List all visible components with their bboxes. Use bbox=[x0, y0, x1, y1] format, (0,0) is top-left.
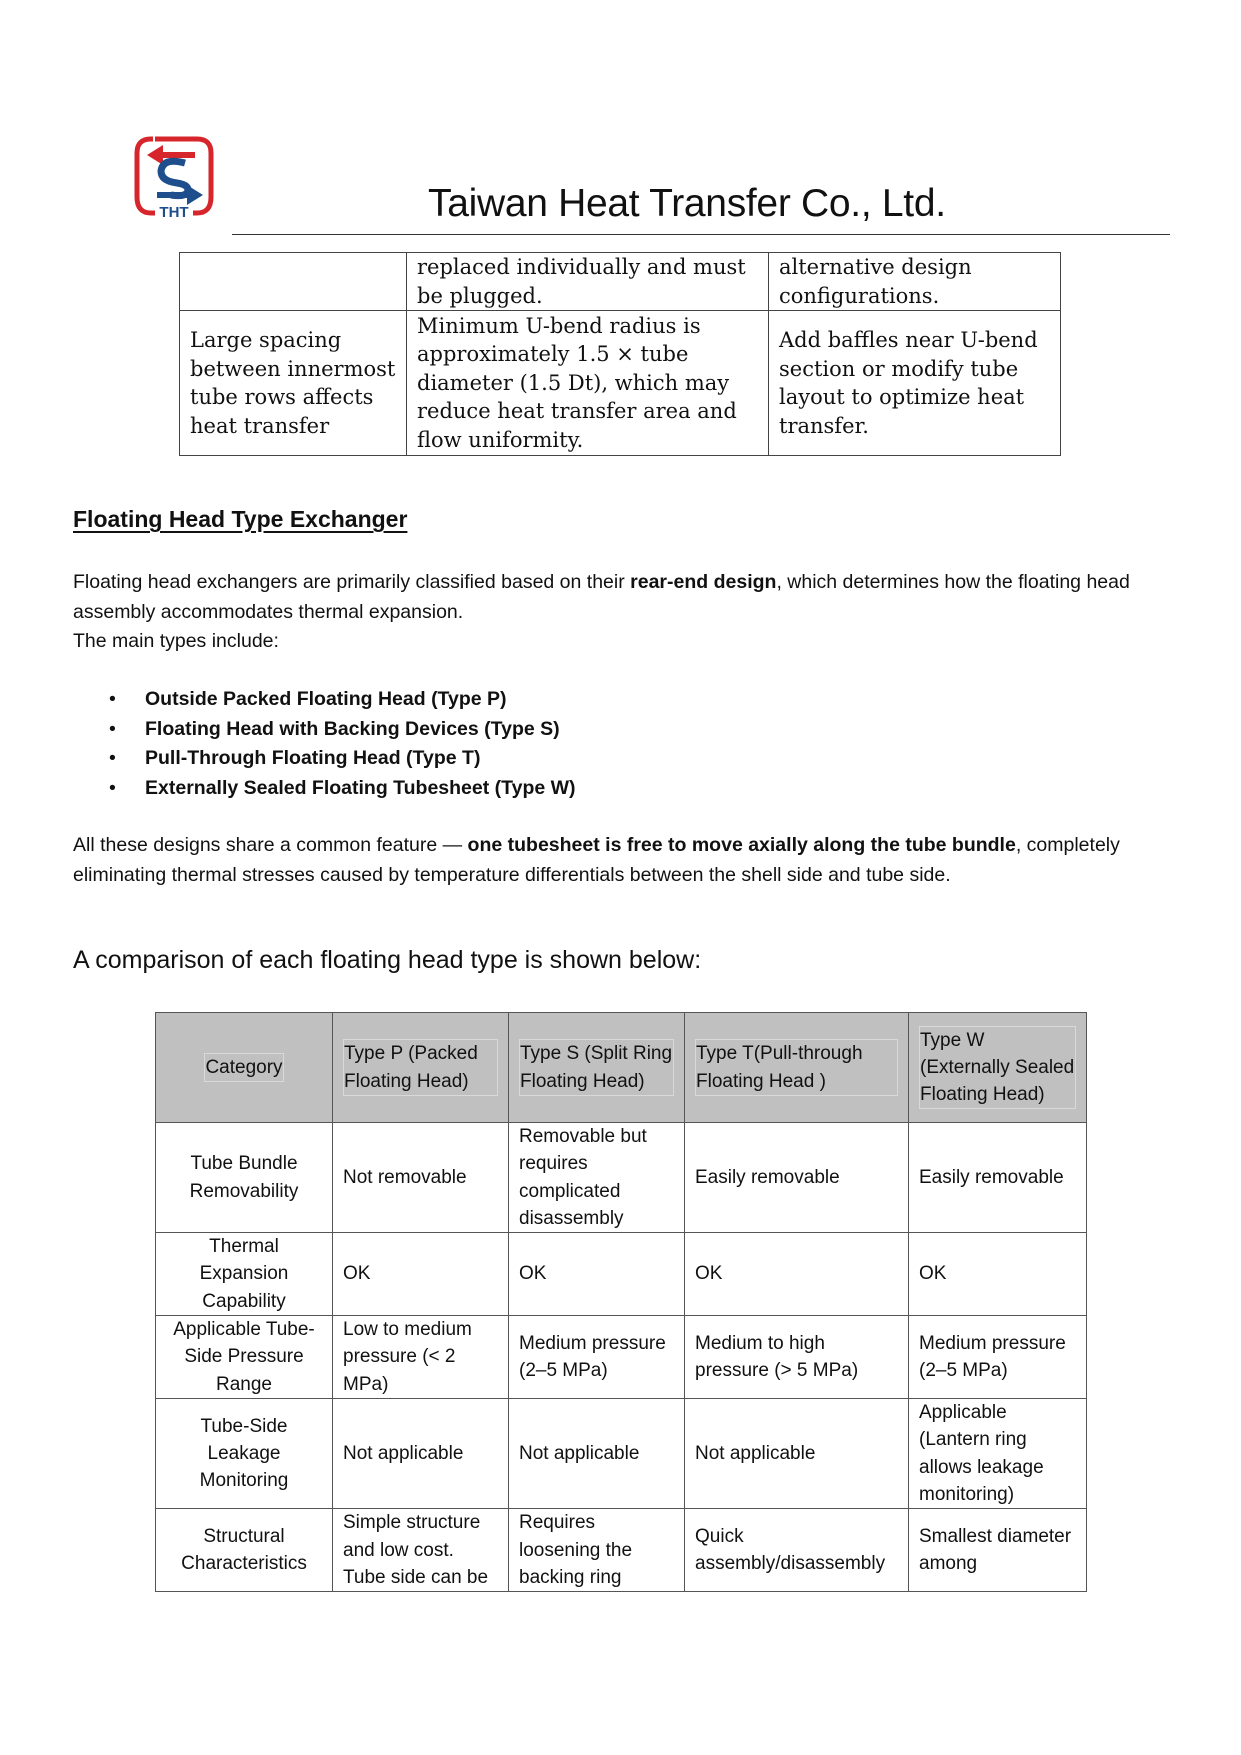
feature-text: All these designs share a common feature — bbox=[73, 834, 468, 856]
tht-logo-icon bbox=[133, 135, 215, 221]
type-label: Pull-Through Floating Head (Type T) bbox=[145, 747, 481, 769]
bullet-icon: • bbox=[109, 717, 116, 740]
type-w-cell: Smallest diameter among bbox=[909, 1509, 1087, 1592]
section-heading: Floating Head Type Exchanger bbox=[73, 506, 408, 532]
header-label: Category bbox=[204, 1053, 283, 1082]
header-label: Type T(Pull-through Floating Head ) bbox=[695, 1039, 898, 1096]
category-cell: Applicable Tube-Side Pressure Range bbox=[156, 1316, 333, 1399]
column-header-type-t bbox=[685, 1013, 909, 1123]
header-label: Type P (Packed Floating Head) bbox=[343, 1039, 498, 1096]
intro-text-end: , which determines how the floating head assembly accommodates thermal expansion. bbox=[73, 571, 1130, 623]
type-w-cell: Easily removable bbox=[909, 1123, 1087, 1233]
intro-paragraph bbox=[73, 568, 1173, 627]
floating-head-types-list bbox=[73, 685, 576, 803]
company-title: Taiwan Heat Transfer Co., Ltd. bbox=[428, 182, 946, 225]
category-cell: Structural Characteristics bbox=[156, 1509, 333, 1592]
list-item bbox=[73, 715, 576, 745]
category-cell: Thermal Expansion Capability bbox=[156, 1233, 333, 1316]
type-w-cell: Medium pressure (2–5 MPa) bbox=[909, 1316, 1087, 1399]
type-label: Externally Sealed Floating Tubesheet (Type W) bbox=[145, 776, 576, 799]
solution-cell: Add baffles near U-bend section or modify tube layout to optimize heat transfer. bbox=[769, 311, 1061, 456]
issue-cell bbox=[180, 253, 407, 311]
floating-head-comparison-table bbox=[155, 1012, 1087, 1592]
bullet-icon: • bbox=[109, 688, 116, 710]
intro-emphasis: rear-end design bbox=[630, 571, 777, 593]
cause-cell: Minimum U-bend radius is approximately 1.5 × tube diameter (1.5 Dt), which may reduce heat transfer area and flow uniformity. bbox=[407, 311, 769, 456]
table-row bbox=[156, 1509, 1087, 1592]
intro-text: Floating head exchangers are primarily classified based on their bbox=[73, 571, 631, 593]
type-label: Outside Packed Floating Head (Type P) bbox=[145, 688, 507, 710]
column-header-type-p bbox=[333, 1013, 509, 1123]
type-w-cell: Applicable (Lantern ring allows leakage monitoring) bbox=[909, 1399, 1087, 1509]
list-item bbox=[73, 685, 576, 715]
type-s-cell: Removable but requires complicated disassembly bbox=[509, 1123, 685, 1233]
column-header-type-w bbox=[909, 1013, 1087, 1123]
type-p-cell: Not applicable bbox=[333, 1399, 509, 1509]
feature-emphasis: one tubesheet is free to move axially along the tube bundle bbox=[467, 834, 1016, 856]
type-s-cell: Medium pressure (2–5 MPa) bbox=[509, 1316, 685, 1399]
types-lead: The main types include: bbox=[73, 630, 279, 652]
type-t-cell: Easily removable bbox=[685, 1123, 909, 1233]
type-s-cell: Not applicable bbox=[509, 1399, 685, 1509]
feature-text-end: , completely eliminating thermal stresses caused by temperature differentials between the shell side and tube side. bbox=[73, 834, 1120, 886]
header-divider bbox=[232, 234, 1170, 235]
type-t-cell: Quick assembly/disassembly bbox=[685, 1509, 909, 1592]
column-header-type-s bbox=[509, 1013, 685, 1123]
comparison-lead: A comparison of each floating head type is shown below: bbox=[73, 946, 702, 974]
type-label: Floating Head with Backing Devices (Type S) bbox=[145, 717, 560, 740]
type-p-cell: Low to medium pressure (< 2 MPa) bbox=[333, 1316, 509, 1399]
table-row bbox=[156, 1123, 1087, 1233]
type-p-cell: Simple structure and low cost. Tube side can be bbox=[333, 1509, 509, 1592]
type-s-cell: OK bbox=[509, 1233, 685, 1316]
type-t-cell: OK bbox=[685, 1233, 909, 1316]
list-item bbox=[73, 774, 576, 804]
column-header-category bbox=[156, 1013, 333, 1123]
type-t-cell: Not applicable bbox=[685, 1399, 909, 1509]
table-row bbox=[156, 1233, 1087, 1316]
solution-cell: alternative design configurations. bbox=[769, 253, 1061, 311]
type-p-cell: Not removable bbox=[333, 1123, 509, 1233]
u-tube-issues-table bbox=[179, 252, 1061, 456]
header-label: Type S (Split Ring Floating Head) bbox=[519, 1039, 674, 1096]
category-cell: Tube-Side Leakage Monitoring bbox=[156, 1399, 333, 1509]
type-t-cell: Medium to high pressure (> 5 MPa) bbox=[685, 1316, 909, 1399]
category-cell: Tube Bundle Removability bbox=[156, 1123, 333, 1233]
table-header-row bbox=[156, 1013, 1087, 1123]
type-p-cell: OK bbox=[333, 1233, 509, 1316]
cause-cell: replaced individually and must be plugged. bbox=[407, 253, 769, 311]
table-row bbox=[156, 1316, 1087, 1399]
list-item bbox=[73, 744, 576, 774]
table-row bbox=[180, 253, 1061, 311]
common-feature-paragraph bbox=[73, 831, 1163, 890]
bullet-icon: • bbox=[109, 776, 116, 799]
svg-text:THT: THT bbox=[159, 204, 189, 221]
table-row bbox=[156, 1399, 1087, 1509]
issue-cell: Large spacing between innermost tube rows affects heat transfer bbox=[180, 311, 407, 456]
type-s-cell: Requires loosening the backing ring bbox=[509, 1509, 685, 1592]
bullet-icon: • bbox=[109, 747, 116, 769]
table-row bbox=[180, 311, 1061, 456]
header-label: Type W (Externally Sealed Floating Head) bbox=[919, 1026, 1076, 1110]
type-w-cell: OK bbox=[909, 1233, 1087, 1316]
